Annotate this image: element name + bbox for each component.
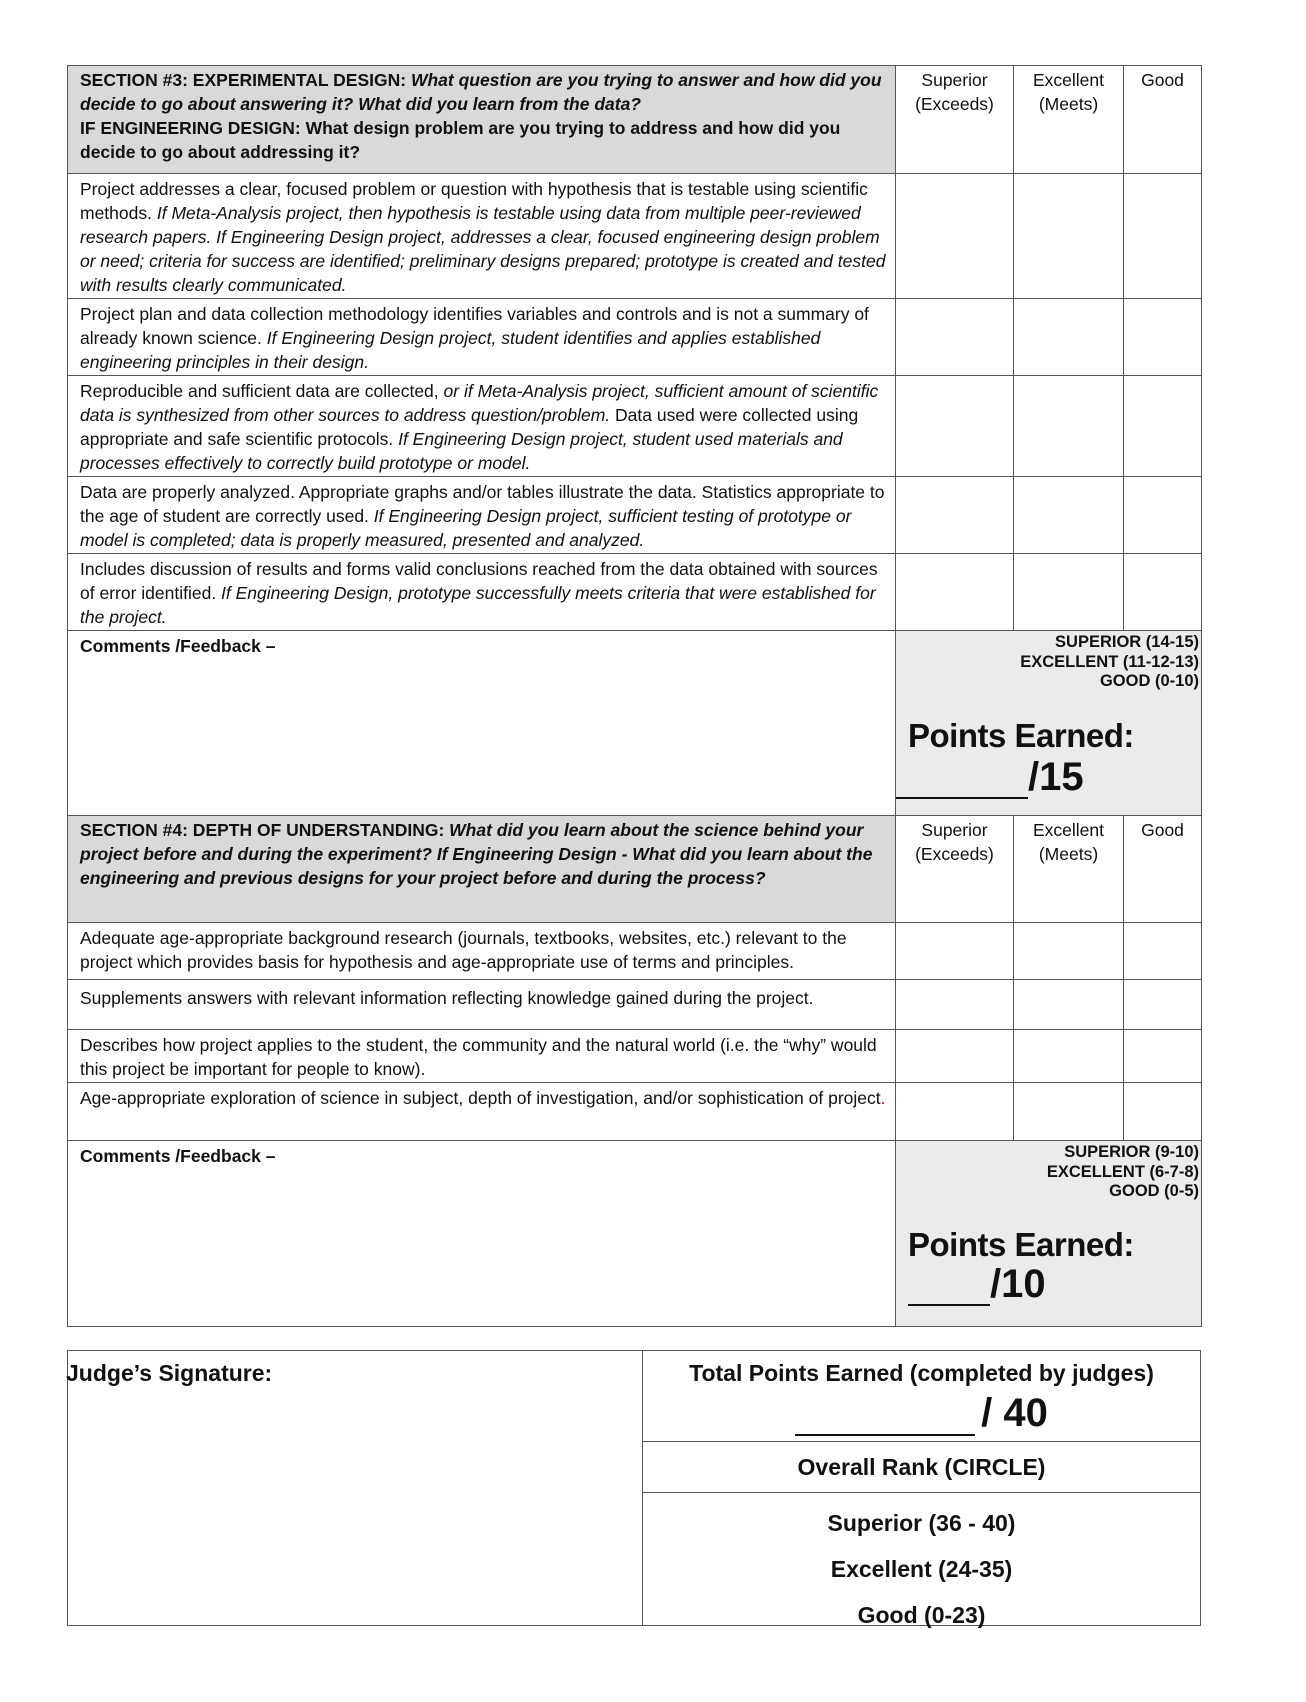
col-excellent: Excellent (Meets) [1014, 816, 1124, 923]
rank-option-good[interactable]: Good (0-23) [857, 1602, 986, 1628]
good-cell[interactable] [1124, 376, 1202, 477]
good-cell[interactable] [1124, 477, 1202, 554]
criterion-row [68, 376, 1202, 477]
comments-label: Comments /Feedback – [80, 1146, 276, 1166]
superior-cell[interactable] [896, 376, 1014, 477]
superior-cell[interactable] [896, 299, 1014, 376]
section4-comments-field[interactable] [68, 1141, 896, 1327]
total-points-label: Total Points Earned (completed by judges) [689, 1360, 1154, 1386]
superior-cell[interactable] [896, 554, 1014, 631]
excellent-cell[interactable] [1014, 923, 1124, 980]
section4-score-box [896, 1141, 1202, 1327]
criterion-row [68, 923, 1202, 980]
criterion-text: Project plan and data collection methodology identifies variables and controls and is not a summary of already known science. If Engineering Design project, student identifies and applies established engineering principles in their design. [68, 299, 896, 376]
criterion-row [68, 174, 1202, 299]
divider [643, 1441, 1200, 1442]
section4-title: SECTION #4: DEPTH OF UNDERSTANDING: [80, 820, 450, 840]
superior-cell[interactable] [896, 1030, 1014, 1083]
excellent-cell[interactable] [1014, 1083, 1124, 1141]
criterion-row [68, 1083, 1202, 1141]
section3-engineering-question: IF ENGINEERING DESIGN: What design problem are you trying to address and how did you decide to go about addressing it? [80, 118, 841, 162]
judge-signature-field[interactable] [67, 1350, 642, 1626]
good-cell[interactable] [1124, 980, 1202, 1030]
overall-rank-label: Overall Rank (CIRCLE) [797, 1454, 1046, 1480]
section3-score-ranges: SUPERIOR (14-15) EXCELLENT (11-12-13) GOOD (0-10) [1020, 633, 1199, 690]
rubric-table [67, 65, 1202, 1327]
good-cell[interactable] [1124, 1083, 1202, 1141]
section4-score-ranges: SUPERIOR (9-10) EXCELLENT (6-7-8) GOOD (0-5) [1046, 1143, 1199, 1200]
col-superior: Superior (Exceeds) [896, 816, 1014, 923]
superior-cell[interactable] [896, 1083, 1014, 1141]
criterion-text: Includes discussion of results and forms valid conclusions reached from the data obtained with sources of error identified. If Engineering Design, prototype successfully meets criteria that were established for the project. [68, 554, 896, 631]
excellent-cell[interactable] [1014, 554, 1124, 631]
section3-comments-field[interactable] [68, 631, 896, 816]
excellent-cell[interactable] [1014, 299, 1124, 376]
comments-label: Comments /Feedback – [80, 636, 276, 656]
superior-cell[interactable] [896, 923, 1014, 980]
judge-signature-label: Judge’s Signature: [66, 1360, 273, 1386]
good-cell[interactable] [1124, 299, 1202, 376]
good-cell[interactable] [1124, 554, 1202, 631]
excellent-cell[interactable] [1014, 1030, 1124, 1083]
criterion-text: Adequate age-appropriate background research (journals, textbooks, websites, etc.) relevant to the project which provides basis for hypothesis and age-appropriate use of terms and principles. [68, 923, 896, 980]
criterion-text: Reproducible and sufficient data are collected, or if Meta-Analysis project, sufficient amount of scientific data is synthesized from other sources to address question/problem. Data used were collected using appropriate and safe scientific protocols. If Engineering Design project, student used materials and processes effectively to correctly build prototype or model. [68, 376, 896, 477]
total-points-box [642, 1350, 1201, 1626]
divider [643, 1492, 1200, 1493]
col-good: Good [1124, 816, 1202, 923]
col-superior: Superior (Exceeds) [896, 66, 1014, 174]
excellent-cell[interactable] [1014, 174, 1124, 299]
points-earned-label: Points Earned: [908, 1226, 1134, 1263]
superior-cell[interactable] [896, 174, 1014, 299]
superior-cell[interactable] [896, 477, 1014, 554]
section3-title: SECTION #3: EXPERIMENTAL DESIGN: [80, 70, 411, 90]
rank-option-superior[interactable]: Superior (36 - 40) [827, 1510, 1016, 1536]
section3-score-box [896, 631, 1202, 816]
good-cell[interactable] [1124, 923, 1202, 980]
points-earned-label: Points Earned: [908, 717, 1134, 754]
superior-cell[interactable] [896, 980, 1014, 1030]
good-cell[interactable] [1124, 174, 1202, 299]
criterion-text: Age-appropriate exploration of science in subject, depth of investigation, and/or sophistication of project. [68, 1083, 896, 1141]
criterion-text: Supplements answers with relevant information reflecting knowledge gained during the project. [68, 980, 896, 1030]
section3-header [68, 66, 896, 174]
criterion-text: Data are properly analyzed. Appropriate graphs and/or tables illustrate the data. Statistics appropriate to the age of student are correctly used. If Engineering Design project, sufficient testing of prototype or model is completed; data is properly measured, presented and analyzed. [68, 477, 896, 554]
section4-header [68, 816, 896, 923]
criterion-text: Describes how project applies to the student, the community and the natural world (i.e. the “why” would this project be important for people to know). [68, 1030, 896, 1083]
criterion-row [68, 299, 1202, 376]
section3-points-field[interactable]: /15 [896, 755, 1084, 799]
criterion-text: Project addresses a clear, focused problem or question with hypothesis that is testable using scientific methods. If Meta-Analysis project, then hypothesis is testable using data from multiple peer-reviewed research papers. If Engineering Design project, addresses a clear, focused engineering design problem or need; criteria for success are identified; preliminary designs prepared; prototype is created and tested with results clearly communicated. [68, 174, 896, 299]
section4-points-field[interactable]: /10 [908, 1262, 1046, 1306]
criterion-row [68, 980, 1202, 1030]
col-good: Good [1124, 66, 1202, 174]
total-points-field[interactable]: / 40 [643, 1391, 1200, 1436]
excellent-cell[interactable] [1014, 477, 1124, 554]
excellent-cell[interactable] [1014, 376, 1124, 477]
excellent-cell[interactable] [1014, 980, 1124, 1030]
col-excellent: Excellent (Meets) [1014, 66, 1124, 174]
good-cell[interactable] [1124, 1030, 1202, 1083]
criterion-row [68, 554, 1202, 631]
criterion-row [68, 477, 1202, 554]
section3-question: What question are you trying to answer and how did you decide to go about answering it? What did you learn from the data? [80, 70, 882, 114]
section4-question: What did you learn about the science behind your project before and during the experiment? If Engineering Design - What did you learn about the engineering and previous designs for your project before and during the process? [80, 820, 873, 888]
rank-option-excellent[interactable]: Excellent (24-35) [830, 1556, 1013, 1582]
criterion-row [68, 1030, 1202, 1083]
